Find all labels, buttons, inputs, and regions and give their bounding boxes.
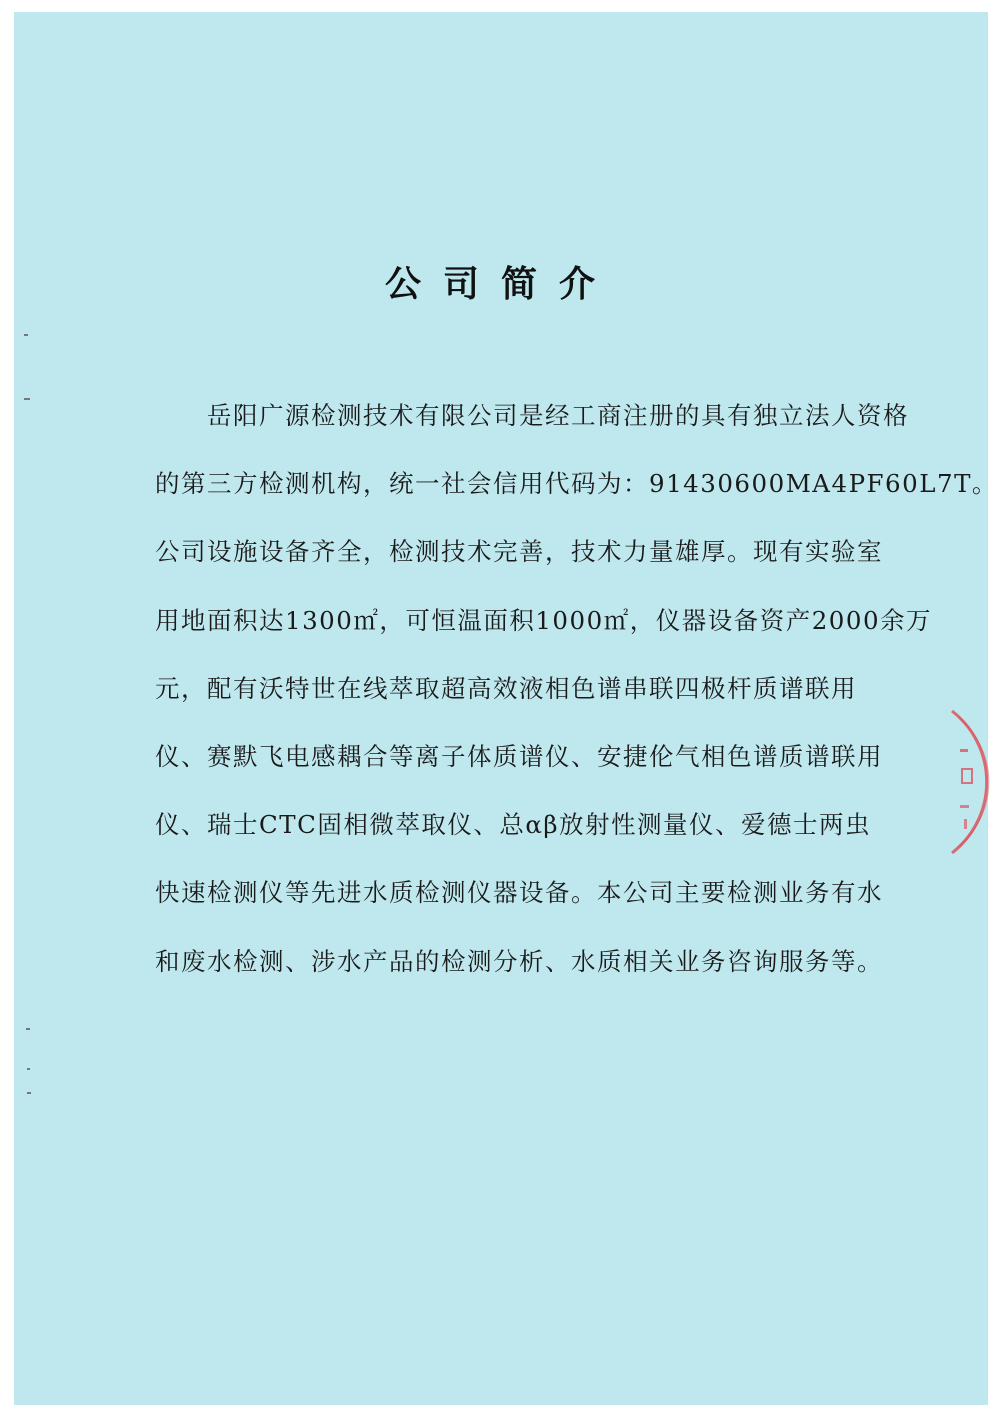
document-page [14, 12, 998, 1405]
body-line-3: 公司设施设备齐全，检测技术完善，技术力量雄厚。现有实验室 [155, 537, 883, 567]
partial-seal-stamp [944, 707, 994, 857]
body-line-7: 仪、瑞士CTC固相微萃取仪、总αβ放射性测量仪、爱德士两虫 [155, 810, 872, 840]
body-line-9: 和废水检测、涉水产品的检测分析、水质相关业务咨询服务等。 [155, 946, 883, 976]
body-line-2: 的第三方检测机构，统一社会信用代码为：91430600MA4PF60L7T。 [155, 469, 998, 499]
body-line-4: 用地面积达1300㎡，可恒温面积1000㎡，仪器设备资产2000余万 [155, 605, 933, 635]
body-line-8: 快速检测仪等先进水质检测仪器设备。本公司主要检测业务有水 [155, 878, 883, 908]
document-title: 公司简介 [384, 264, 617, 305]
body-line-6: 仪、赛默飞电感耦合等离子体质谱仪、安捷伦气相色谱质谱联用 [155, 741, 883, 771]
scan-mark [24, 334, 28, 336]
body-line-1: 岳阳广源检测技术有限公司是经工商注册的具有独立法人资格 [155, 401, 909, 430]
scan-mark [24, 398, 30, 400]
scan-mark [27, 1092, 31, 1094]
scan-mark [26, 1028, 30, 1030]
company-introduction-body [155, 382, 998, 996]
scan-mark [27, 1068, 30, 1070]
body-line-5: 元，配有沃特世在线萃取超高效液相色谱串联四极杆质谱联用 [155, 673, 857, 703]
